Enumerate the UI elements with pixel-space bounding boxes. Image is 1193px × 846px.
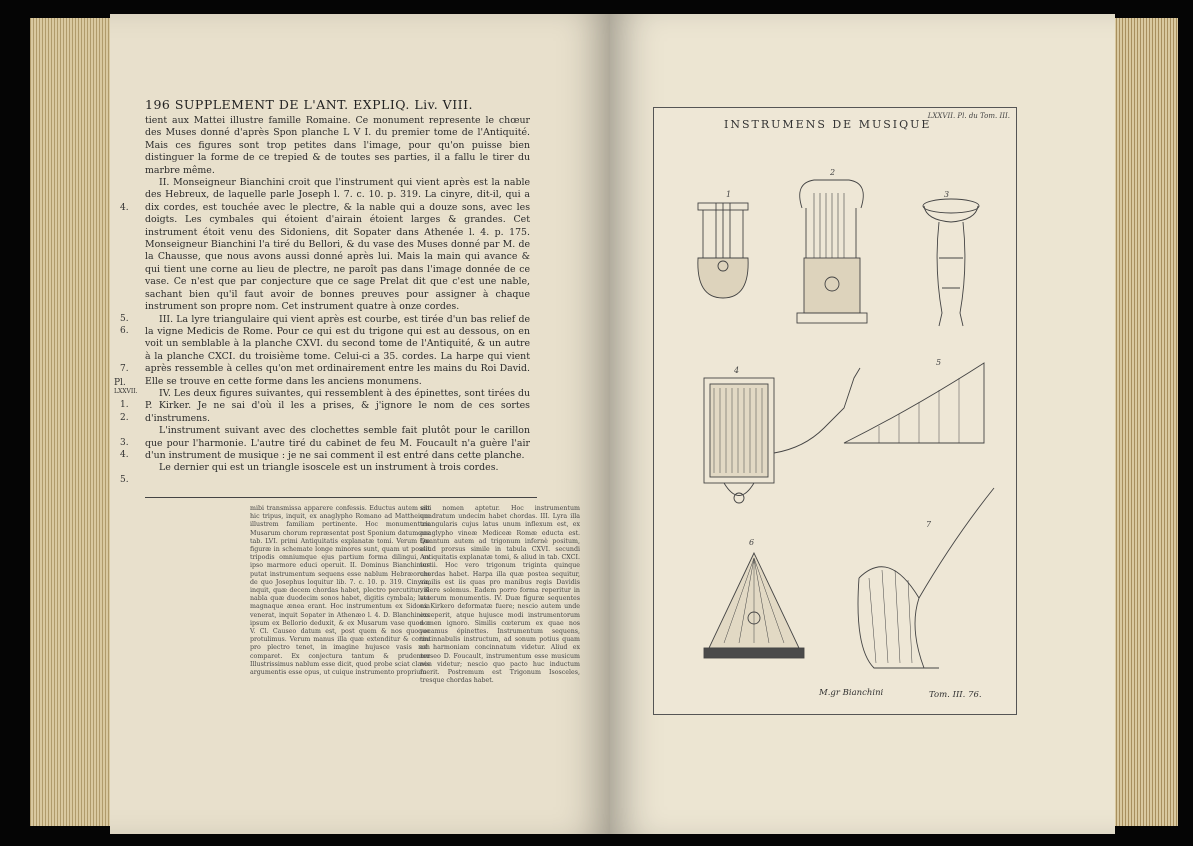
margin-note: 4. — [120, 203, 129, 213]
plate-number: LXXVII. Pl. du Tom. III. — [927, 112, 1010, 120]
footnote-text: mibi transmissa apparere confessis. Eductus autem est hic tripus, inquit, ex anaglypho Romano ad Mattheium illustrem familiam pertinente. Hoc monumentum Musarum chorum repræsentat post Sponium datumque tab. LVI. primi Antiquitatis explanatæ tomi. Verum hæ figuræ in schemate longe minores sunt, quam ut possit tripodis omniumque ejus partium forma dilingui, ex ipso marmore educi operuit. II. Dominus Bianchinius putat instrumentum sequens esse nablum Hebræorum de quo Josephus loquitur lib. 7. c. 10. p. 319. Cinyra, inquit, quæ decem chordas habet, plectro percutitur, & nabla quæ duodecim sonos habet, digitis cymbala; lata magnaque ænea erant. Hoc instrumentum ex Sidonia venerat, inquit Sopater in Athenæo l. 4. D. Blanchinius ipsum ex Bellorio deduxit, & ex Musarum vase quod a V. Cl. Causeo datum est, post quem & nos quoque protulimus. Verum manus illa quæ extenditur & cornu pro plectro tenet, in imagine hujusce vasis non comparet. Ex conjectura tantum & prudenter Illustrissimus nablum esse dicit, quod probe sciat clavis argumentis esse opus, ut cuique instrumento proprium — [250, 505, 430, 677]
square-nabla-figure — [704, 368, 860, 503]
margin-note: 4. — [120, 450, 129, 460]
margin-note: 6. — [120, 326, 129, 336]
paragraph: tient aux Mattei illustre famille Romaine. Ce monument represente le chœur des Muses donné d'après Spon planche L V I. du premier tome de l'Antiquité. Mais ces figures sont trop petites dans l'image, pour qu'on puisse bien distinguer la forme de ce trepied & de toutes ses parties, il a fallu le tirer du marbre même. — [145, 115, 530, 176]
page-stack-left — [30, 18, 120, 826]
page-stack-right — [1108, 18, 1178, 826]
plate-title: INSTRUMENS DE MUSIQUE — [724, 118, 932, 131]
paragraph: III. La lyre triangulaire qui vient après est courbe, est tirée d'un bas relief de la vigne Medicis de Rome. Pour ce qui est du trigone qui est au dessous, on en voit un semblable à la planche CXVI. du second tome de l'Antiquité, & un autre à la planche CXCI. du troisième tome. Celui-ci a 35. cordes. La harpe qui vient après ressemble à celles qu'on met ordinairement entre les mains du Roi David. Elle se trouve en cette forme dans les anciens monumens. — [145, 313, 530, 387]
engraver-signature: M.gr Bianchini — [819, 688, 884, 698]
margin-note: Pl. — [114, 378, 126, 388]
trigon-figure — [704, 553, 804, 658]
paragraph: II. Monseigneur Bianchini croit que l'instrument qui vient après est la nable des Hebreux, de laquelle parle Joseph l. 7. c. 10. p. 319. La cinyre, dit-il, qui a dix cordes, est touchée avec le plectre, & la nable qui a douze sons, avec les doigts. Les cymbales qui étoient d'airain étoient larges & grandes. Cet instrument étoit venu des Sidoniens, dit Sopater dans Athenée l. 4. p. 175. Monseigneur Bianchini l'a tiré du Bellori, & du vase des Muses donné par M. de la Chausse, que nous avons aussi donné après lui. Mais la main qui avance & qui tient une corne au lieu de plectre, ne paroît pas dans l'image donnée de ce vase. Ce n'est que par conjecture que ce sage Prelat dit que c'est une nable, sachant bien qu'il faut avoir de bonnes preuves pour assigner à chaque instrument son propre nom. Cet instrument quatre à onze cordes. — [145, 177, 530, 313]
margin-note: 1. — [120, 400, 129, 410]
margin-note: 5. — [120, 475, 129, 485]
triangular-lyre-figure — [844, 363, 984, 443]
lyre-figure — [698, 203, 748, 298]
figure-number: 7 — [926, 520, 932, 529]
paragraph: L'instrument suivant avec des clochettes semble fait plutôt pour le carillon que pour l'harmonie. L'autre tiré du cabinet de feu M. Foucault n'a guère l'air d'un instrument de musique : je ne sai comment il est entré dans cette planche. — [145, 425, 530, 461]
instruments-engraving — [654, 108, 1016, 714]
margin-note: LXXVII. — [114, 388, 138, 395]
main-text — [145, 115, 530, 475]
cithara-figure — [797, 180, 867, 323]
footnote-text: sibi nomen aptetur. Hoc instrumentum quadratum undecim habet chordas. III. Lyra illa triangularis cujus latus unum inflexum est, ex anaglypho vineæ Mediceæ Romæ educta est. Quantum autem ad trigonum infernè positum, aliud prorsus simile in tabula CXVI. secundi Antiquitatis explanatæ tomi, & aliud in tab. CXCI. tertii. Hoc vero trigonum triginta quinque chordas habet. Harpa illa quæ postea sequitur, similis est iis quas pro manibus regis Davidis videre solemus. Eadem porro forma reperitur in veterum monumentis. IV. Duæ figuræ sequentes ex Kirkero deformatæ fuere; nescio autem unde exceperit, atque hujusce modi instrumentorum nomen ignoro. Similis cœterum ex quae nos vocamus épinettes. Instrumentum sequens, tintinnabulis instructum, ad sonum potius quam ad harmoniam concinnatum videtur. Aliud ex museo D. Foucault, instrumentum esse musicum non videtur; nescio quo pacto huc inductum fuerit. Postremum est Trigonum Isosceles, tresque chordas habet. — [420, 505, 580, 685]
page-header: 196 SUPPLEMENT DE L'ANT. EXPLIQ. Liv. VIII. — [145, 97, 474, 112]
figure-number: 2 — [830, 168, 836, 177]
margin-note: 5. — [120, 314, 129, 324]
tripod-figure — [923, 199, 979, 326]
harp-figure — [858, 488, 994, 668]
footnotes-col-right — [420, 505, 580, 685]
margin-note: 7. — [120, 364, 129, 374]
figure-number: 1 — [726, 190, 732, 199]
figure-number: 4 — [734, 366, 740, 375]
footnotes-col-left — [250, 505, 430, 677]
paragraph: Le dernier qui est un triangle isoscele est un instrument à trois cordes. — [159, 462, 499, 474]
paragraph: IV. Les deux figures suivantes, qui ressemblent à des épinettes, sont tirées du P. Kirker. Je ne sai d'où il les a prises, & j'ignore le nom de ces sortes d'instrumens. — [145, 387, 530, 424]
figure-number: 3 — [944, 190, 950, 199]
margin-note: 3. — [120, 438, 129, 448]
margin-note: 2. — [120, 413, 129, 423]
figure-number: 6 — [749, 538, 755, 547]
engraved-plate — [653, 107, 1017, 715]
footnote-rule — [145, 497, 537, 498]
figure-number: 5 — [936, 358, 942, 367]
plate-reference: Tom. III. 76. — [929, 690, 982, 700]
